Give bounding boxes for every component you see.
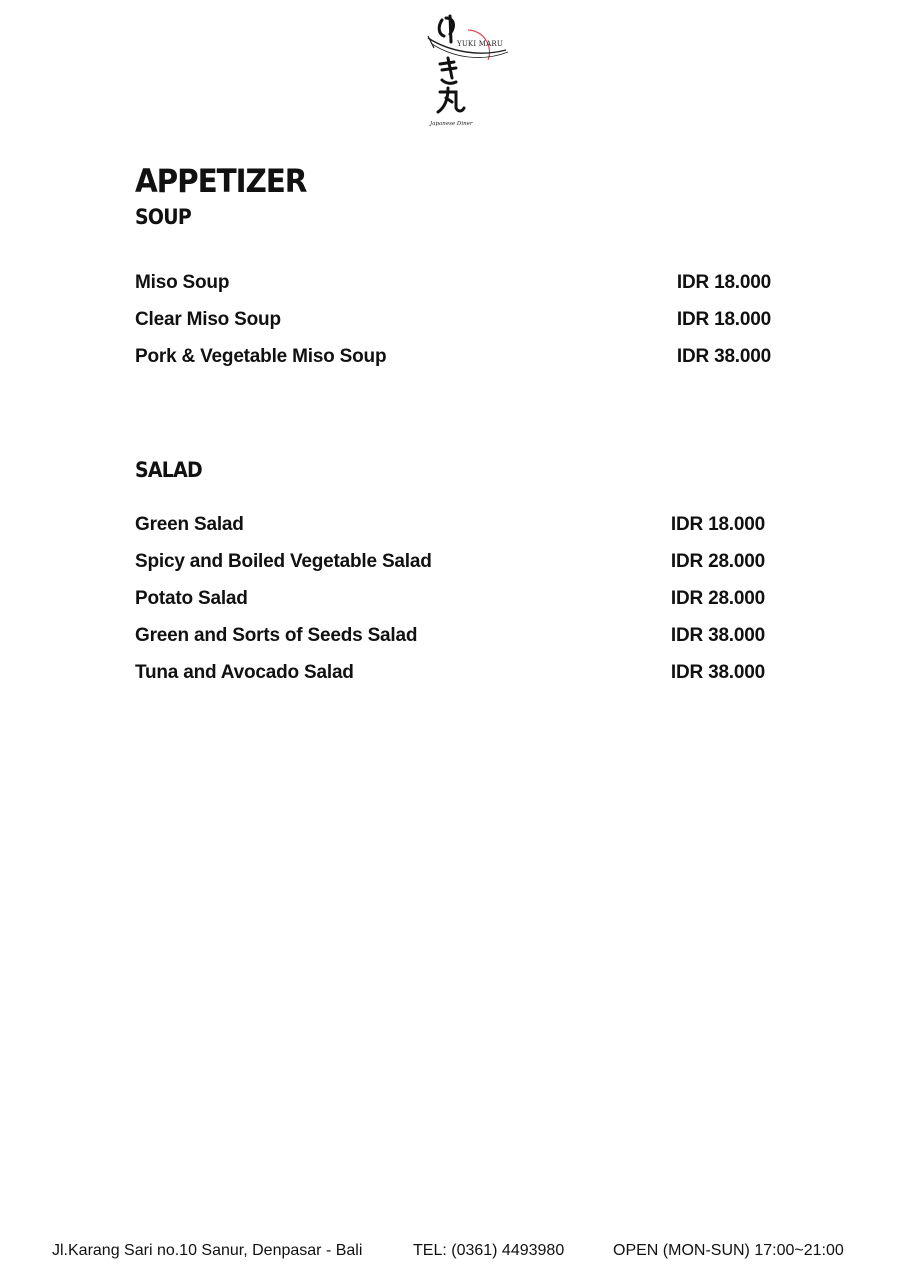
- menu-item-name: Miso Soup: [135, 272, 230, 293]
- menu-item-name: Green Salad: [135, 514, 244, 535]
- page-title: APPETIZER: [135, 162, 307, 200]
- restaurant-logo: [420, 12, 515, 132]
- menu-item-name: Clear Miso Soup: [135, 309, 281, 330]
- menu-item-price: IDR 38.000: [676, 346, 771, 367]
- menu-item: [135, 344, 771, 381]
- menu-item-price: IDR 38.000: [670, 662, 765, 683]
- menu-item: [135, 270, 771, 307]
- calligraphy-logo-icon: [420, 12, 515, 132]
- menu-item-price: IDR 38.000: [670, 625, 765, 646]
- section-heading-soup: SOUP: [135, 205, 192, 229]
- menu-item-price: IDR 18.000: [670, 514, 765, 535]
- menu-item: [135, 660, 765, 697]
- menu-item-price: IDR 28.000: [670, 551, 765, 572]
- menu-item-price: IDR 18.000: [676, 272, 771, 293]
- footer-telephone: TEL: (0361) 4493980: [413, 1242, 565, 1259]
- menu-item-name: Potato Salad: [135, 588, 248, 609]
- logo-brand-text: YUKI MARU: [457, 40, 503, 48]
- footer-address: Jl.Karang Sari no.10 Sanur, Denpasar - Bali: [52, 1242, 363, 1259]
- page-footer: [0, 1242, 905, 1264]
- menu-item-price: IDR 18.000: [676, 309, 771, 330]
- salad-menu-list: [135, 512, 765, 697]
- menu-item-name: Tuna and Avocado Salad: [135, 662, 354, 683]
- menu-item: [135, 623, 765, 660]
- menu-item: [135, 512, 765, 549]
- section-heading-salad: SALAD: [135, 458, 203, 482]
- logo-tagline: Japanese Diner: [430, 121, 473, 127]
- menu-item: [135, 549, 765, 586]
- menu-item-price: IDR 28.000: [670, 588, 765, 609]
- footer-opening-hours: OPEN (MON-SUN) 17:00~21:00: [613, 1242, 844, 1259]
- menu-item-name: Spicy and Boiled Vegetable Salad: [135, 551, 432, 572]
- menu-item-name: Green and Sorts of Seeds Salad: [135, 625, 418, 646]
- menu-item: [135, 307, 771, 344]
- menu-item: [135, 586, 765, 623]
- soup-menu-list: [135, 270, 771, 381]
- menu-item-name: Pork & Vegetable Miso Soup: [135, 346, 387, 367]
